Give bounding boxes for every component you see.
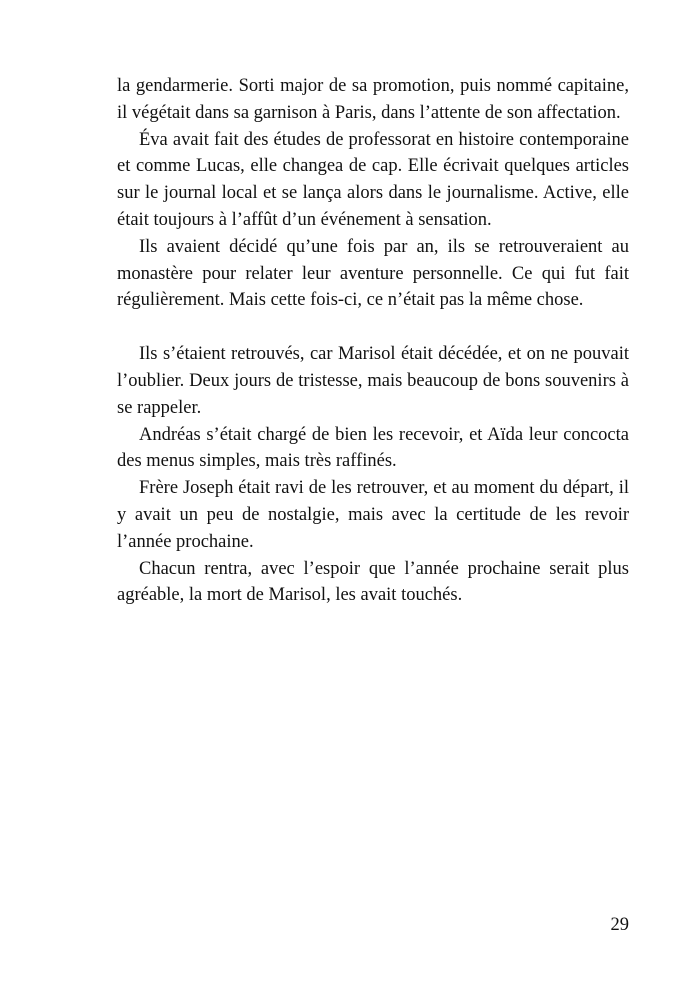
section-break bbox=[117, 314, 629, 341]
paragraph-eva: Éva avait fait des études de professorat en histoire contemporaine et comme Lucas, elle changea de cap. Elle écrivait quelques articles sur le journal local et se lança alors dans le journalisme. Active, elle était toujours à l’affût d’un événement à sensation. bbox=[117, 129, 629, 230]
paragraph-frere-joseph: Frère Joseph était ravi de les retrouver, et au moment du départ, il y avait un peu de nostalgie, mais avec la certitude de les revoir l’année prochaine. bbox=[117, 478, 629, 552]
paragraph-andreas: Andréas s’était chargé de bien les recevoir, et Aïda leur concocta des menus simples, mais très raffinés. bbox=[117, 424, 629, 472]
paragraph-reunion: Ils s’étaient retrouvés, car Marisol était décédée, et on ne pouvait l’oublier. Deux jours de tristesse, mais beaucoup de bons souvenirs à se rappeler. bbox=[117, 344, 629, 418]
paragraph-departure: Chacun rentra, avec l’espoir que l’année prochaine serait plus agréable, la mort de Marisol, les avait touchés. bbox=[117, 558, 629, 606]
paragraph-yearly-meeting: Ils avaient décidé qu’une fois par an, ils se retrouveraient au monastère pour relater leur aventure personnelle. Ce qui fut fait régulièrement. Mais cette fois-ci, ce n’était pas la même chose. bbox=[117, 236, 629, 311]
page-body bbox=[117, 73, 629, 609]
page-number: 29 bbox=[610, 915, 629, 935]
paragraph-continuation: la gendarmerie. Sorti major de sa promotion, puis nommé capitaine, il végétait dans sa garnison à Paris, dans l’attente de son affectation. bbox=[117, 76, 629, 123]
